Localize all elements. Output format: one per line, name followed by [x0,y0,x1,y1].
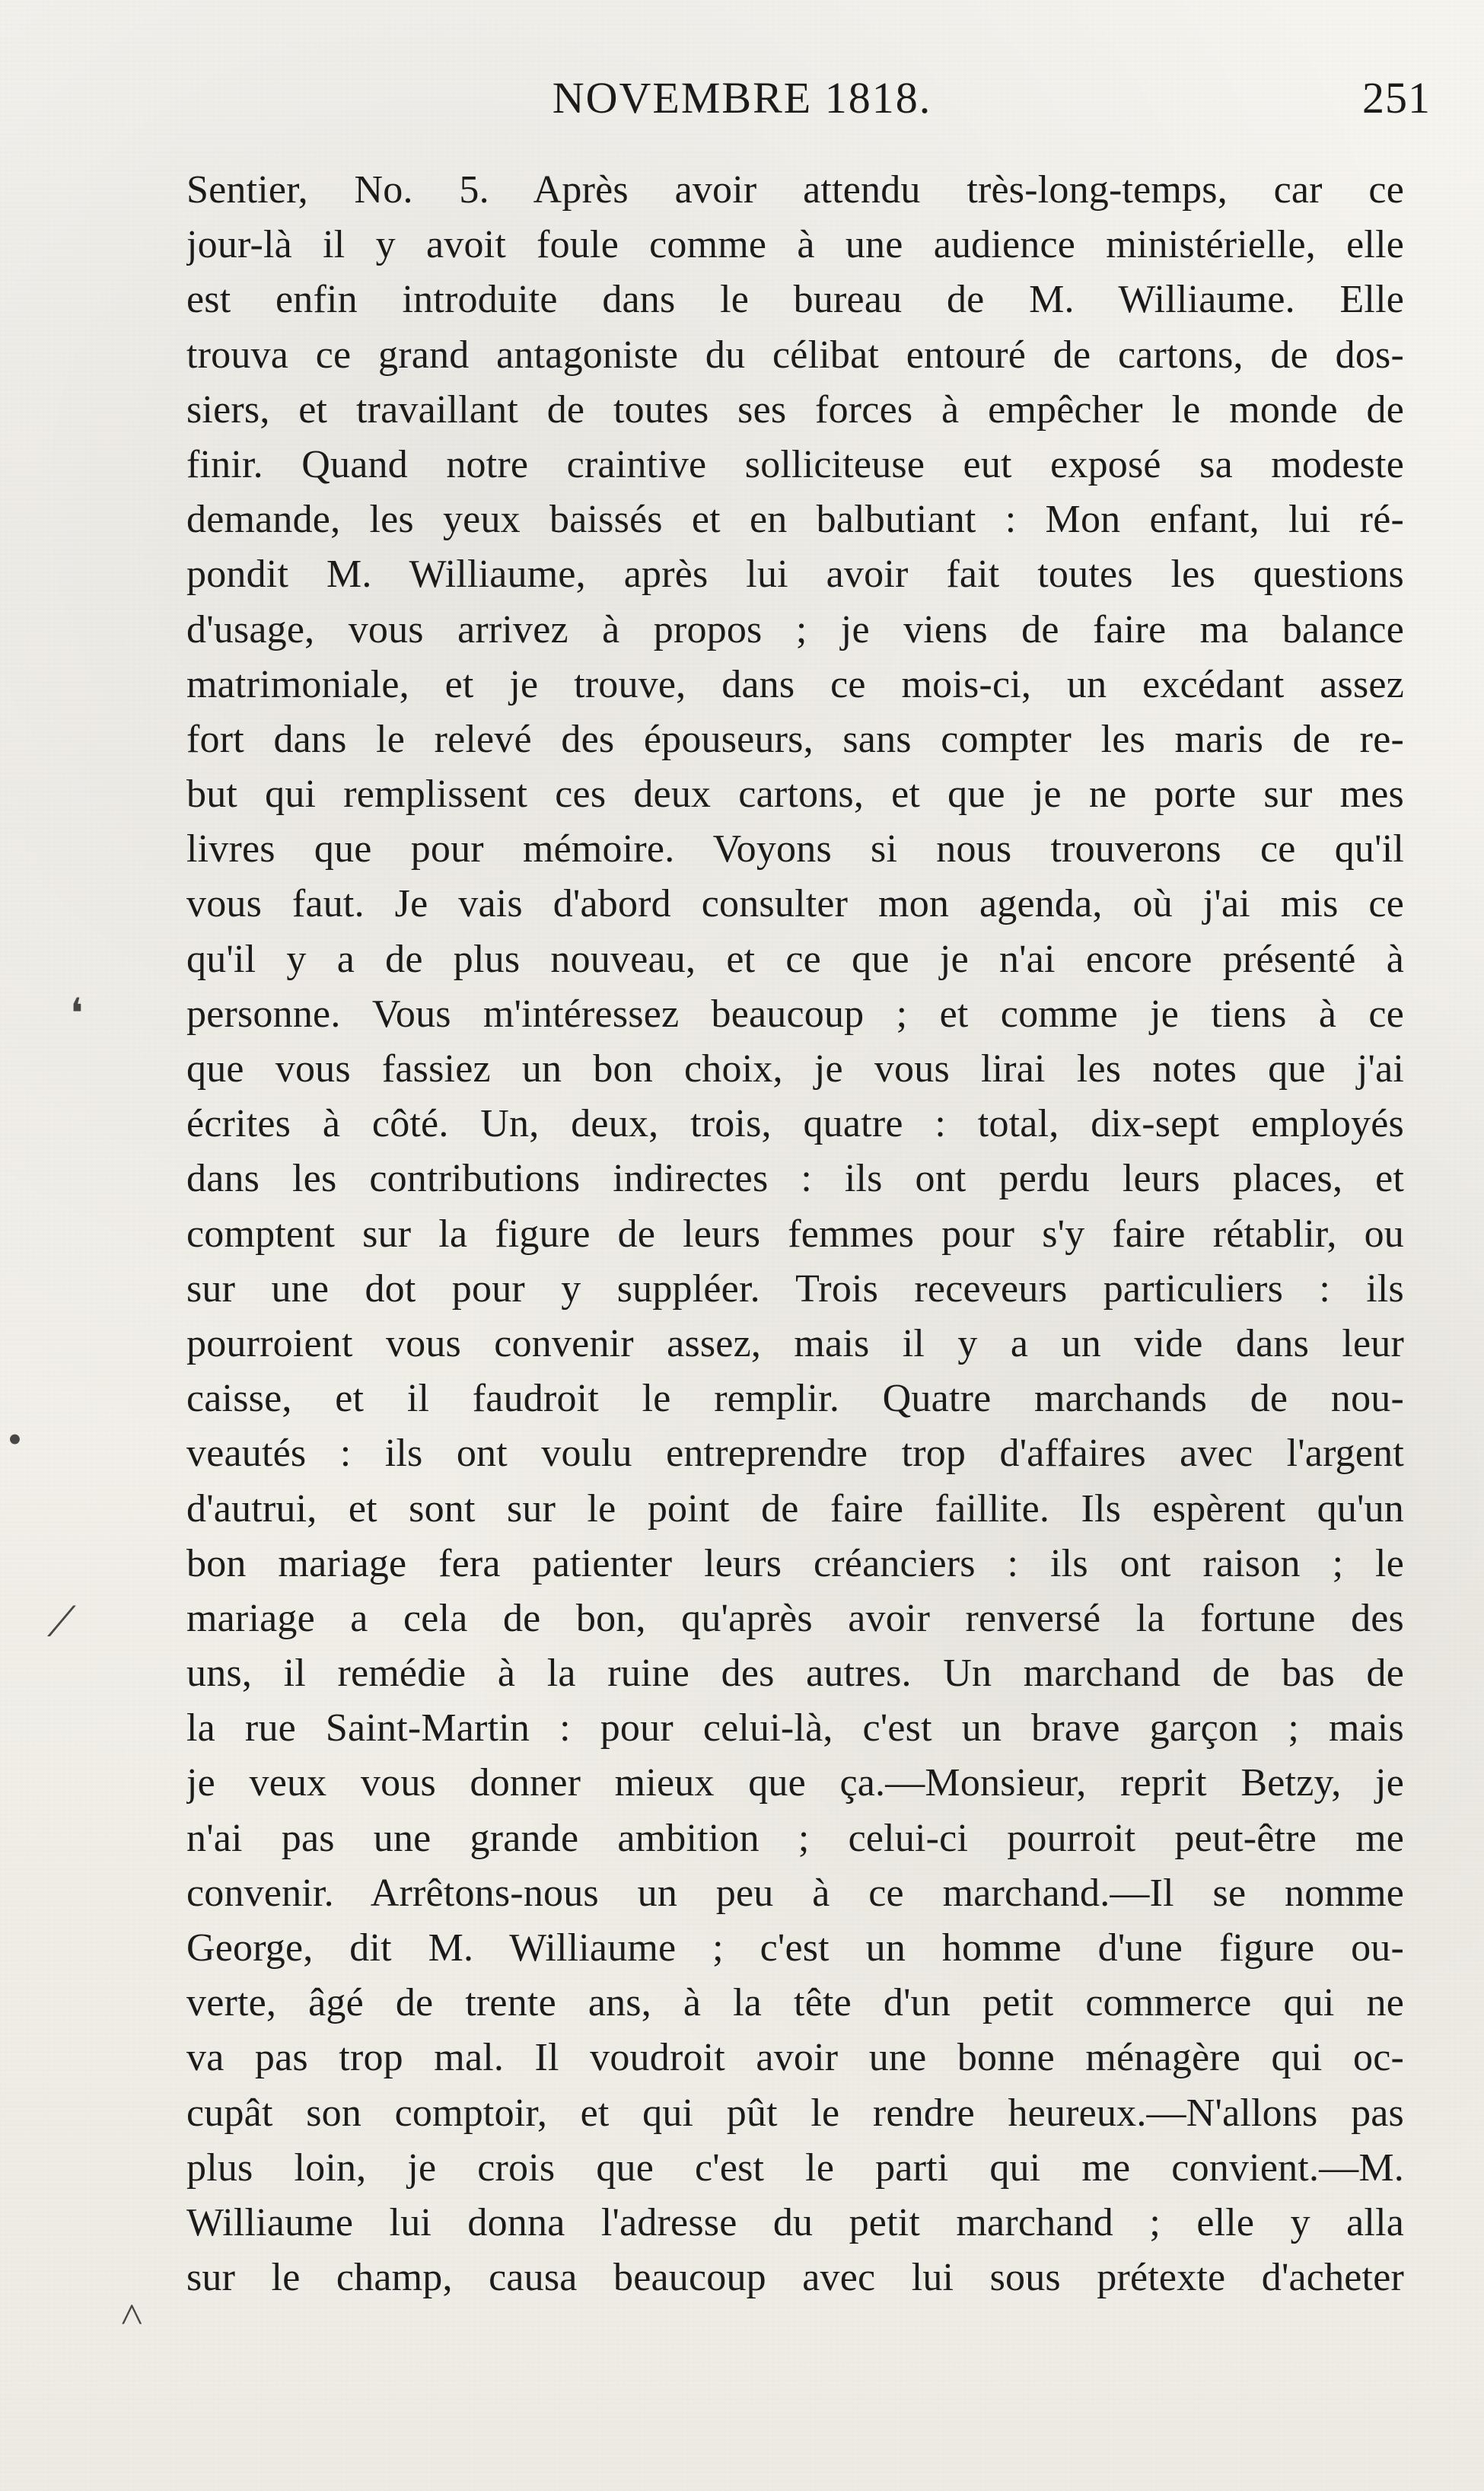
text-line: va pas trop mal. Il voudroit avoir une bonne ménagère qui oc- [186,2036,1404,2080]
margin-mark: ⟋ [47,1599,76,1645]
text-line: d'autrui, et sont sur le point de faire faillite. Ils espèrent qu'un [186,1486,1404,1531]
text-line: pondit M. Williaume, après lui avoir fait toutes les questions [186,553,1404,597]
text-line: livres que pour mémoire. Voyons si nous trouverons ce qu'il [186,827,1404,871]
margin-mark: • [8,1416,22,1462]
text-line: verte, âgé de trente ans, à la tête d'un petit commerce qui ne [186,1981,1404,2025]
text-line: trouva ce grand antagoniste du célibat entouré de cartons, de dos- [186,333,1404,377]
text-line: qu'il y a de plus nouveau, et ce que je n'ai encore présenté à [186,937,1404,981]
text-line: mariage a cela de bon, qu'après avoir renversé la fortune des [186,1596,1404,1640]
text-line: demande, les yeux baissés et en balbutiant : Mon enfant, lui ré- [186,498,1404,542]
text-line: cupât son comptoir, et qui pût le rendre heureux.—N'allons pas [186,2091,1404,2135]
text-line: pourroient vous convenir assez, mais il y a un vide dans leur [186,1321,1404,1365]
text-line: matrimoniale, et je trouve, dans ce mois-ci, un excédant assez [186,662,1404,706]
running-title: NOVEMBRE 1818. [552,73,932,123]
text-line: est enfin introduite dans le bureau de M. Williaume. Elle [186,278,1404,322]
margin-mark: ❛ [70,991,84,1037]
text-line: convenir. Arrêtons-nous un peu à ce marchand.—Il se nomme [186,1871,1404,1915]
text-line: but qui remplissent ces deux cartons, et que je ne porte sur mes [186,772,1404,817]
text-line: bon mariage fera patienter leurs créanciers : ils ont raison ; le [186,1541,1404,1585]
text-line: finir. Quand notre craintive solliciteuse eut exposé sa modeste [186,442,1404,486]
text-line: jour-là il y avoit foule comme à une audience ministérielle, elle [186,223,1404,267]
body-text [186,163,1404,2423]
text-line: veautés : ils ont voulu entreprendre trop d'affaires avec l'argent [186,1432,1404,1476]
page-number: 251 [1362,73,1431,123]
text-line: Williaume lui donna l'adresse du petit marchand ; elle y alla [186,2200,1404,2244]
text-line: n'ai pas une grande ambition ; celui-ci pourroit peut-être me [186,1816,1404,1860]
text-line: personne. Vous m'intéressez beaucoup ; et comme je tiens à ce [186,992,1404,1036]
text-line: plus loin, je crois que c'est le parti qui me convient.—M. [186,2145,1404,2190]
text-line: dans les contributions indirectes : ils ont perdu leurs places, et [186,1157,1404,1201]
text-line: comptent sur la figure de leurs femmes pour s'y faire rétablir, ou [186,1212,1404,1256]
text-line: uns, il remédie à la ruine des autres. Un marchand de bas de [186,1652,1404,1696]
text-line: je veux vous donner mieux que ça.—Monsieur, reprit Betzy, je [186,1761,1404,1805]
text-line: George, dit M. Williaume ; c'est un homme d'une figure ou- [186,1926,1404,1970]
margin-mark: ˄ [120,2292,144,2337]
text-line: d'usage, vous arrivez à propos ; je viens de faire ma balance [186,607,1404,651]
text-line: caisse, et il faudroit le remplir. Quatre marchands de nou- [186,1377,1404,1421]
text-line: vous faut. Je vais d'abord consulter mon agenda, où j'ai mis ce [186,882,1404,926]
text-line: la rue Saint-Martin : pour celui-là, c'est un brave garçon ; mais [186,1706,1404,1750]
running-head [0,72,1484,133]
text-line: écrites à côté. Un, deux, trois, quatre : total, dix-sept employés [186,1102,1404,1146]
text-line: sur une dot pour y suppléer. Trois receveurs particuliers : ils [186,1266,1404,1311]
text-line: Sentier, No. 5. Après avoir attendu très-long-temps, car ce [186,168,1404,212]
text-line: siers, et travaillant de toutes ses forces à empêcher le monde de [186,387,1404,432]
text-line: fort dans le relevé des épouseurs, sans compter les maris de re- [186,717,1404,761]
text-line: que vous fassiez un bon choix, je vous lirai les notes que j'ai [186,1047,1404,1091]
text-line: sur le champ, causa beaucoup avec lui sous prétexte d'acheter [186,2256,1404,2300]
